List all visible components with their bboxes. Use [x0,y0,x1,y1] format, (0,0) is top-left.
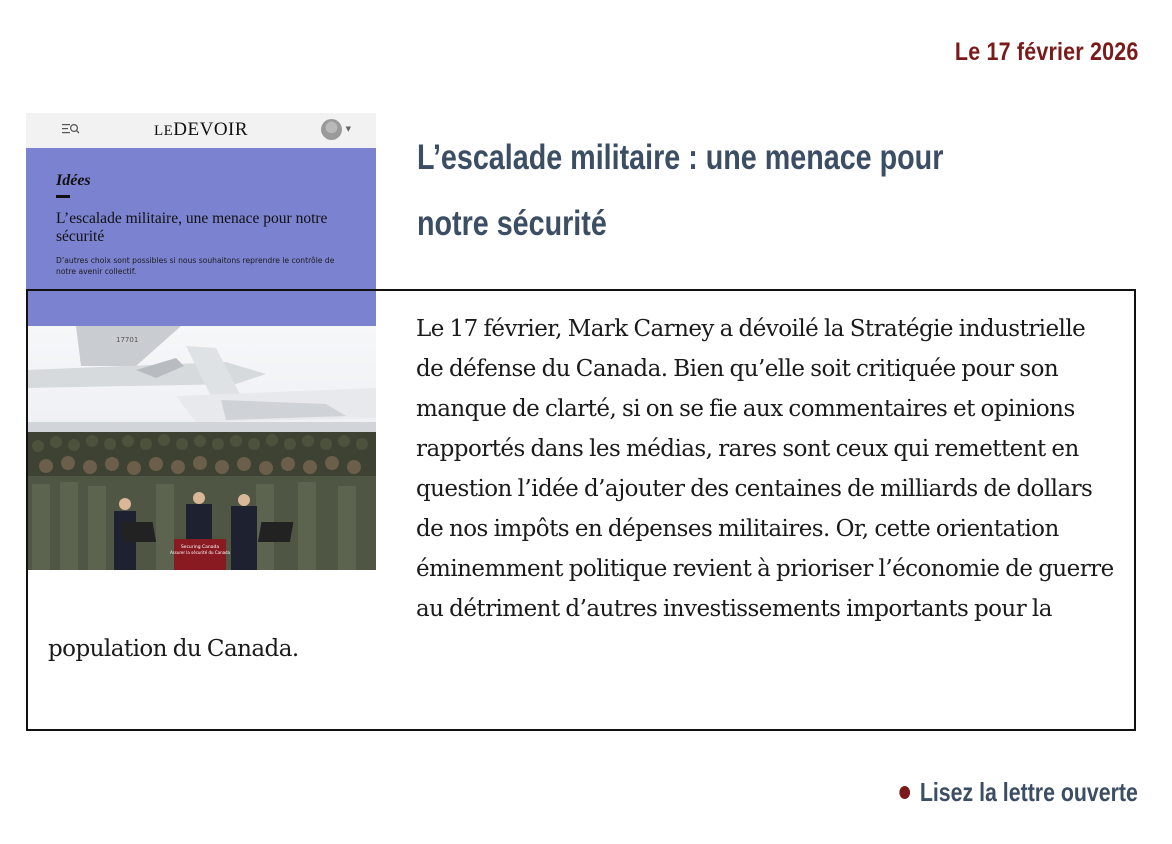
article-body [26,309,1138,669]
read-open-letter-label: Lisez la lettre ouverte [919,777,1138,807]
publication-date: Le 17 février 2026 [954,38,1138,66]
podium-sign-french: Assurer la sécurité du Canada [169,550,231,555]
avatar-icon [321,119,342,140]
article-headline[interactable]: L’escalade militaire : une menace pour notre sécurité [417,138,944,243]
thumbnail-top-bar [26,113,376,149]
thumbnail-section-label: Idées [56,172,91,189]
read-open-letter-link[interactable] [899,777,1138,808]
thumbnail-wrap-space [48,309,416,591]
thumbnail-title: L’escalade militaire, une menace pour notre sécurité [56,210,328,245]
chevron-down-icon: ▼ [345,125,351,133]
podium-sign: Securing Canada [180,545,220,550]
aircraft-tail-number: 17701 [116,336,139,344]
section-underline [56,195,70,198]
thumbnail-subtitle: D’autres choix sont possibles si nous souhaitons reprendre le contrôle de notre avenir collectif. [56,256,335,276]
article-text: Le 17 février, Mark Carney a dévoilé la Stratégie industrielle de défense du Canada. Bien qu’elle soit critiquée pour son manque de clarté, si on se fie aux commentaires et opinions rapportés dans les médias, rares sont ceux qui remettent en question l’idée d’ajouter des centaines de milliards de dollars de nos impôts en dépenses militaires. Or, cette orientation éminemment politique revient à prioriser l’économie de guerre au détriment d’autres investissements importants pour la population du Canada. [48,316,1114,662]
bullet-icon [899,786,910,799]
le-devoir-logo: LEDEVOIR [153,119,249,140]
